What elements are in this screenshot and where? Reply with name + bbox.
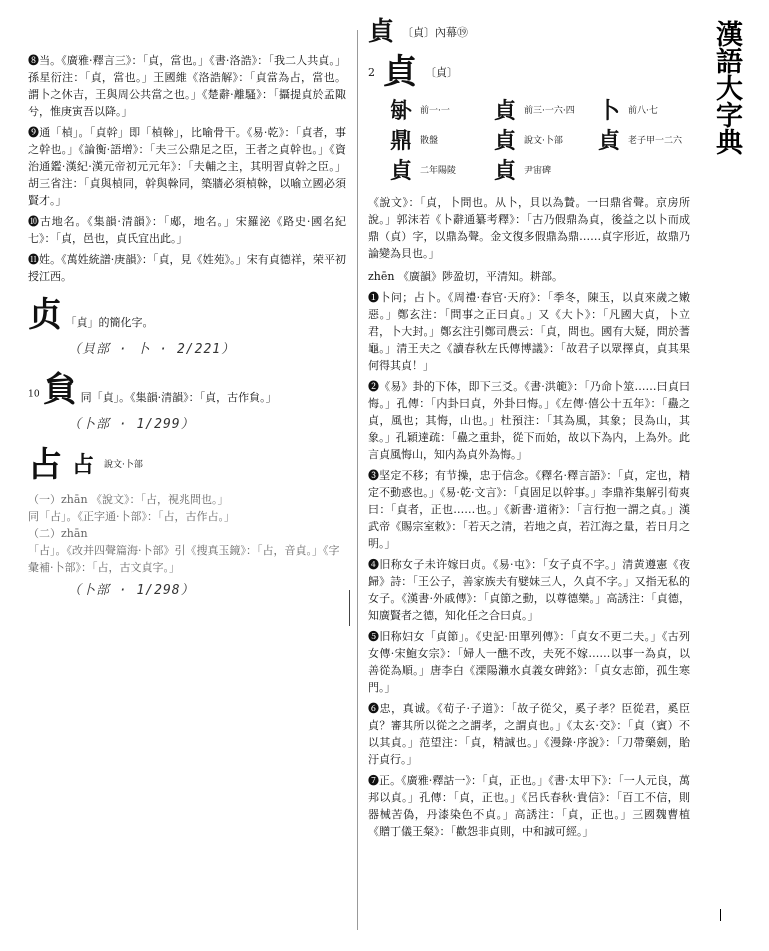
glyph-label: 前八·七 — [628, 105, 658, 116]
handwritten-note: （卜部 · 1/299） — [68, 417, 195, 432]
entry-number: 10 — [28, 388, 40, 400]
headword-row — [368, 52, 690, 92]
glyph-form — [596, 128, 690, 154]
glyph-form — [388, 158, 482, 184]
pronunciation: zhēn 《廣韻》陟盈切，平清知。耕部。 — [368, 270, 563, 283]
definition-9: ❾通「楨」。「貞幹」即「楨榦」，比喻骨干。《易·乾》：「貞者，事之幹也。」《論衡·語增》：「夫三公鼎足之臣，王者之貞幹也。」《資治通鑑·漢紀·漢元帝初元元年》：「夫輔之主，其明習貞幹之臣。」胡三省注：「貞與楨同，幹與榦同，築牆必須楨榦，以喻立國必須賢才。」 — [28, 126, 346, 207]
glyph-source-label: 說文·卜部 — [104, 459, 143, 470]
glyph-label: 說文·卜部 — [524, 135, 563, 146]
glyph-label: 前一·一 — [420, 105, 450, 116]
headword-label: 〔貞〕 — [425, 65, 458, 79]
glyph: 𠧩 — [389, 98, 412, 124]
entry-zhen-simplified — [28, 295, 346, 358]
page-edge-mark — [720, 909, 721, 921]
glyph: 貞 — [389, 158, 412, 184]
ancient-glyph: 占 — [71, 452, 94, 478]
running-header — [368, 18, 690, 46]
entry-zhen-variant — [28, 370, 346, 433]
entry-line: 同「占」。《正字通·卜部》：「占，古作占。」 — [28, 510, 235, 523]
glyph-label: 散盤 — [420, 135, 439, 146]
glyph-label: 前三·一六·四 — [524, 105, 575, 116]
glyph-forms — [388, 98, 690, 184]
glyph-form — [388, 128, 482, 154]
definition-3: ❸坚定不移；有节操，忠于信念。《釋名·釋言語》：「貞，定也，精定不動惑也。」《易·乾·文言》：「貞固足以幹事。」李鼎祚集解引荀爽曰：「貞者，正也……也。」《新書·道術》：「言行抱一謂之貞。」漢武帝《賜宗室敕》：「若天之清，若地之貞，若江海之量，若日月之明。」 — [368, 469, 690, 550]
glyph: 貞 — [493, 158, 516, 184]
glyph: 鼎 — [389, 128, 412, 154]
definition-6: ❻忠，真诚。《荀子·子道》：「故子從父，奚子孝？臣從君，奚臣貞？審其所以從之之謂孝，之謂貞也。」《太玄·交》：「貞（賓）不以其貞。」范望注：「貞，精誠也。」《漫錄·序說》：「刀帶藥劍，貽汙貞行。」 — [368, 702, 690, 766]
header-label: 〔貞〕內幕⑲ — [402, 25, 469, 39]
definition-10: ❿古地名。《集韻·清韻》：「郕，地名。」宋羅泌《路史·國名紀七》：「貞，邑也，貞氏宜出此。」 — [28, 215, 346, 245]
glyph-label: 二年陽陵 — [420, 165, 457, 176]
glyph-form — [492, 98, 586, 124]
glyph: 貞 — [597, 128, 620, 154]
headword-char: 貟 — [43, 370, 78, 410]
definition-11: ⓫姓。《萬姓統譜·庚韻》：「貞，見《姓苑》。」宋有貞德祥，荣平初授江西。 — [28, 253, 346, 283]
scan-mark — [349, 590, 350, 626]
definition-4: ❹旧称女子未许嫁曰贞。《易·屯》：「女子貞不字。」清黄遵憲《夜歸》詩：「王公子，善家族夫有嬖妹三人，久貞不字。」又指无私的女子。《漢書·外戚傳》：「貞節之動，以尊德樂。」高誘注：「貞德，知廣賢者之德，知化任之合曰貞。」 — [368, 558, 690, 622]
glyph: 貞 — [493, 128, 516, 154]
glyph-label: 尹宙碑 — [524, 165, 552, 176]
page-title: 漢語大字典 — [711, 20, 742, 155]
definition-2: ❷《易》卦的下体，即下三爻。《書·洪範》：「乃命卜筮……曰貞曰悔。」孔傳：「内卦曰貞，外卦曰悔。」《左傳·僖公十五年》：「蠱之貞，風也；其悔，山也。」杜預注：「其為風，其象；艮為山，其象。」孔穎達疏：「蠱之重卦，從下而始，故以下為内，上為外。此言貞風悔山，知内為貞外為悔。」 — [368, 380, 690, 461]
glyph-label: 老子甲一二六 — [628, 135, 683, 146]
handwritten-note: （貝部 · 卜 · 2/221） — [68, 342, 236, 357]
glyph-form — [596, 98, 690, 124]
handwritten-note: （卜部 · 1/298） — [68, 583, 195, 598]
headword-char: 貞 — [383, 52, 417, 92]
glyph-form — [388, 98, 482, 124]
entry-number: 2 — [368, 65, 375, 79]
definition-8: ❽当。《廣雅·釋言三》：「貞，當也。」《書·洛誥》：「我二人共貞。」孫星衍注：「貞，當也。」王國維《洛誥解》：「貞當為占，當也。謂卜之休吉，王與周公共當之也。」《楚辭·離騷》：「攝提貞於孟陬兮，惟庚寅吾以降。」 — [28, 54, 346, 118]
entry-line: （二）zhān — [28, 527, 88, 540]
glyph-form — [492, 128, 586, 154]
right-column — [368, 18, 690, 844]
entry-line: 「占」。《改并四聲篇海·卜部》引《搜真玉鏡》：「占，音貞。」《字彙補·卜部》：「占，古文貞字。」 — [28, 544, 340, 574]
definition-7: ❼正。《廣雅·釋詁一》：「貞，正也。」《書·太甲下》：「一人元良，萬邦以貞。」孔傳：「貞，正也。」《呂氏春秋·貴信》：「百工不信，則器械苦偽，丹漆染色不貞。」高誘注：「貞，正也。」三國魏曹植《贈丁儀王粲》：「歡怨非貞則，中和誠可經。」 — [368, 774, 690, 838]
entry-header — [28, 445, 346, 485]
left-column — [28, 52, 346, 609]
entry-zhan — [28, 445, 346, 599]
entry-text: 同「貞」。《集韻·清韻》：「貞，古作貟。」 — [80, 391, 277, 404]
entry-line: （一）zhān 《說文》：「占，視兆問也。」 — [28, 493, 229, 506]
headword-char: 贞 — [28, 295, 62, 335]
glyph-form — [492, 158, 586, 184]
column-divider — [357, 30, 358, 930]
glyph: 貞 — [493, 98, 516, 124]
header-char: 貞 — [368, 17, 395, 47]
headword-char: 占 — [28, 445, 62, 485]
glyph: 卜 — [597, 98, 620, 124]
entry-text: 「貞」的簡化字。 — [65, 316, 154, 329]
intro-paragraph: 《說文》：「貞，卜問也。从卜，貝以為贄。一曰鼎省聲。京房所說。」郭沫若《卜辭通纂考釋》：「古乃假鼎為貞，後益之以卜而成鼎（貞）字，以鼎為聲。金文復多假鼎為鼎……貞字形近，故鼎乃論變為貝也。」 — [368, 196, 690, 260]
definition-5: ❺旧称妇女「貞節」。《史記·田單列傳》：「貞女不更二夫。」《古列女傳·宋鮑女宗》：「婦人一醮不改，夫死不嫁……以事一為貞，以善從為順。」唐李白《溧陽瀨水貞義女碑銘》：「貞女志節，孤生寒門。」 — [368, 630, 690, 694]
definition-1: ❶卜问；占卜。《周禮·春官·天府》：「季冬，陳玉，以貞來歲之嫩惡。」鄭玄注：「問事之正曰貞。」又《大卜》：「凡國大貞，卜立君，卜大封。」鄭玄注引鄭司農云：「貞，問也。國有大疑，問於蓍龜。」清王夫之《讀春秋左氏傳博議》：「故君子以眾擇貞，貞其果何得其貞！」 — [368, 291, 690, 372]
